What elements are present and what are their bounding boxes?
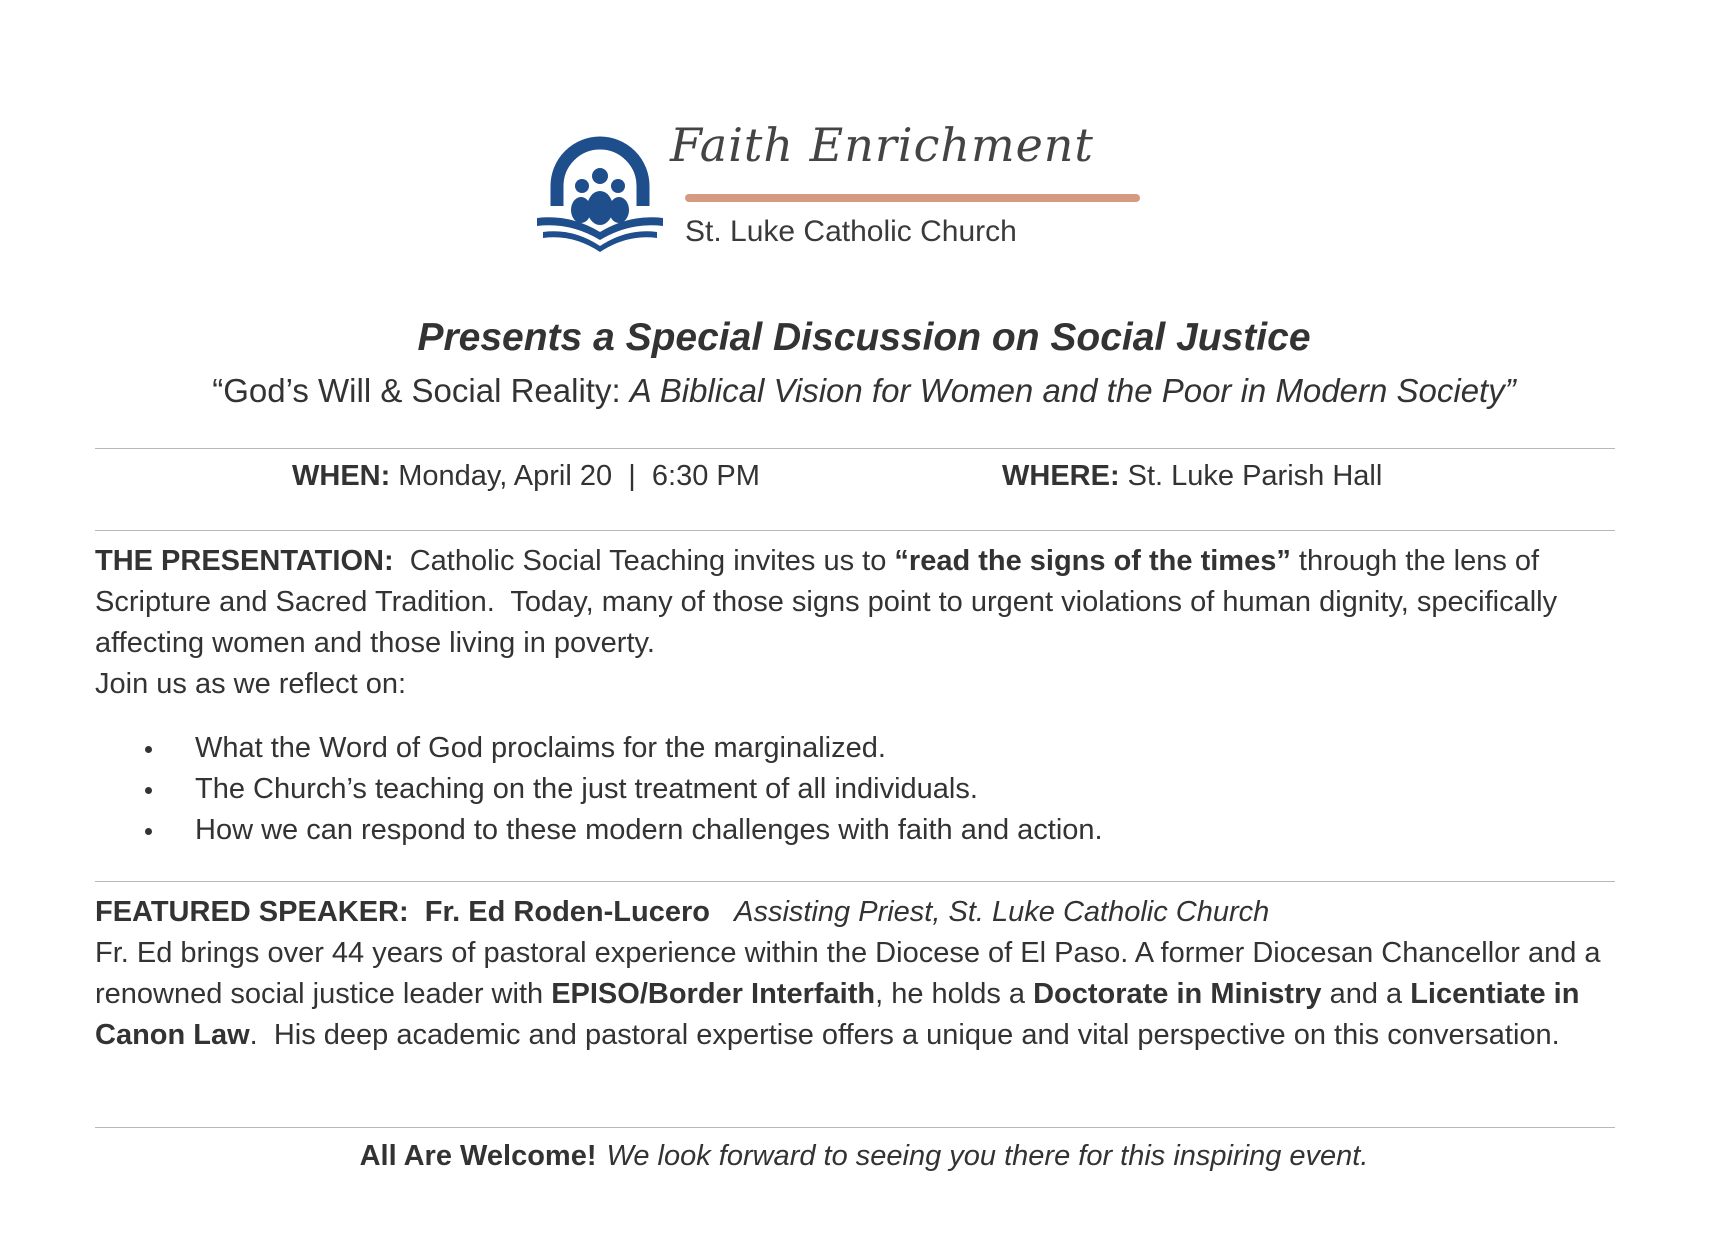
- presentation-text-1: Catholic Social Teaching invites us to: [393, 545, 895, 577]
- when-info: [292, 460, 760, 493]
- church-arch-people-book-icon: [535, 128, 665, 256]
- subtitle-plain: “God’s Will & Social Reality:: [212, 372, 630, 409]
- presentation-emphasis: “read the signs of the times”: [894, 545, 1291, 577]
- bio-text: Fr. Ed brings over 44 years of pastoral experience within the Diocese of El Paso. A former Diocesan Chancellor and a renowned social justice leader with: [95, 937, 1601, 1010]
- logo-underline: [685, 194, 1140, 202]
- logo-subtitle: St. Luke Catholic Church: [685, 215, 1017, 248]
- page-title: Presents a Special Discussion on Social Justice: [417, 316, 1311, 359]
- presentation-paragraph: [95, 541, 1635, 664]
- bio-bold: Doctorate in Ministry: [1033, 978, 1322, 1010]
- speaker-heading: [95, 892, 1635, 933]
- logo: [535, 118, 1175, 268]
- divider: [95, 448, 1615, 449]
- divider: [95, 881, 1615, 882]
- bio-text: . His deep academic and pastoral expertise offers a unique and vital perspective on this conversation.: [249, 1019, 1560, 1051]
- bio-text: and a: [1321, 978, 1411, 1010]
- event-subtitle: [0, 372, 1728, 410]
- presentation-lead-in: Join us as we reflect on:: [95, 668, 407, 700]
- list-item: How we can respond to these modern challenges with faith and action.: [95, 810, 1495, 851]
- footer-message: We look forward to seeing you there for this inspiring event.: [606, 1140, 1369, 1172]
- divider: [95, 530, 1615, 531]
- list-item: The Church’s teaching on the just treatment of all individuals.: [95, 769, 1495, 810]
- where-info: [1002, 460, 1382, 493]
- list-item: What the Word of God proclaims for the marginalized.: [95, 728, 1495, 769]
- bio-bold: Licentiate in Canon Law: [95, 978, 1580, 1051]
- divider: [95, 1127, 1615, 1128]
- speaker-label: FEATURED SPEAKER:: [95, 896, 409, 928]
- footer: [0, 1140, 1728, 1173]
- footer-welcome: All Are Welcome!: [359, 1140, 597, 1172]
- presentation-label: THE PRESENTATION:: [95, 545, 394, 577]
- speaker-bio: [95, 933, 1635, 1056]
- when-label: WHEN:: [292, 460, 391, 492]
- where-label: WHERE:: [1002, 460, 1120, 492]
- where-value: St. Luke Parish Hall: [1127, 460, 1383, 492]
- bio-text: , he holds a: [875, 978, 1034, 1010]
- logo-title: Faith Enrichment: [670, 118, 1094, 172]
- speaker-name: Fr. Ed Roden-Lucero: [424, 896, 710, 928]
- subtitle-italic: A Biblical Vision for Women and the Poor in Modern Society”: [629, 372, 1516, 409]
- bio-bold: EPISO/Border Interfaith: [551, 978, 876, 1010]
- speaker-role: Assisting Priest, St. Luke Catholic Church: [734, 896, 1270, 928]
- when-value: Monday, April 20 | 6:30 PM: [398, 460, 760, 492]
- presentation-text-2: through the lens of Scripture and Sacred Tradition. Today, many of those signs point to urgent violations of human dignity, specifically affecting women and those living in poverty.: [95, 545, 1566, 659]
- reflection-list: [95, 728, 1495, 851]
